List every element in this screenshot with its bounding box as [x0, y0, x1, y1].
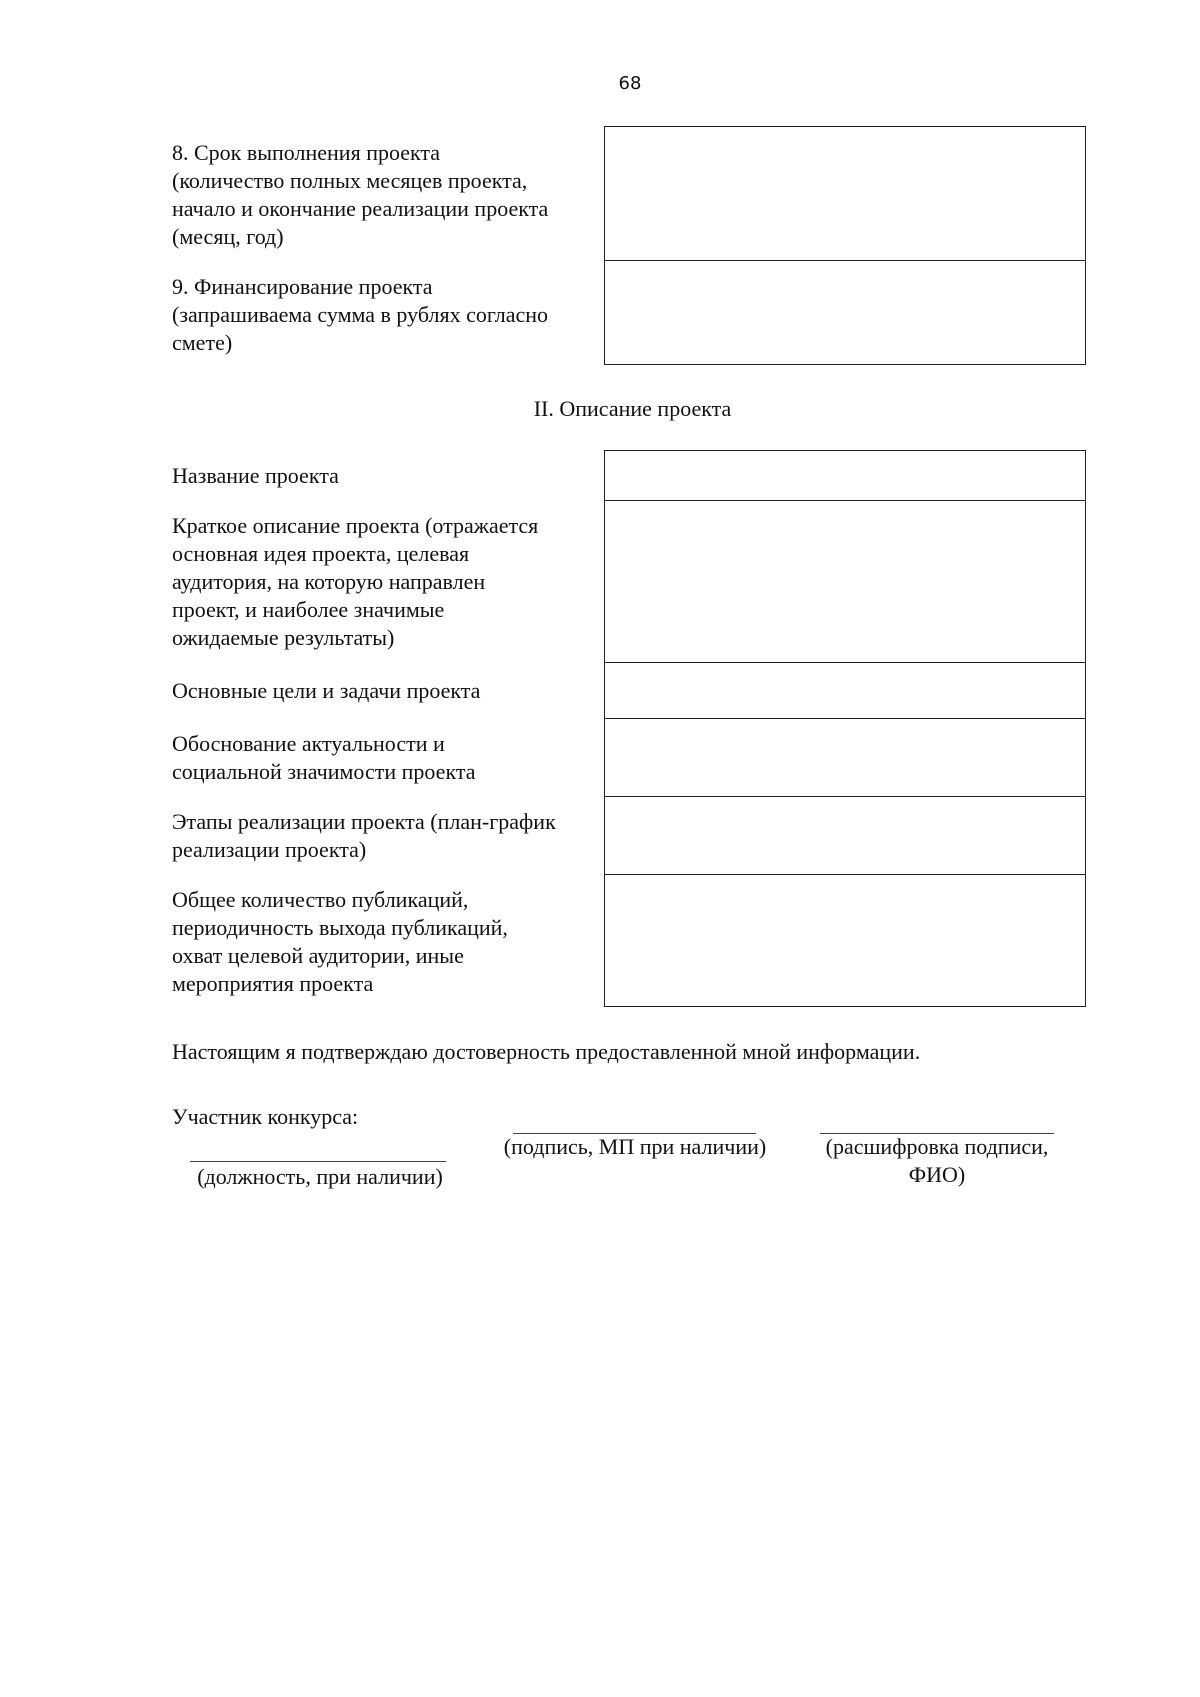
- label-line: Обоснование актуальности и: [172, 731, 445, 756]
- position-caption: (должность, при наличии): [197, 1164, 443, 1189]
- decoding-caption-line2: ФИО): [908, 1162, 966, 1187]
- label-line: основная идея проекта, целевая: [172, 541, 470, 566]
- label-line: (запрашиваема сумма в рублях согласно: [172, 302, 549, 327]
- project-stages-field[interactable]: [604, 797, 1086, 875]
- confirmation-text: Настоящим я подтверждаю достоверность предоставленной мной информации.: [172, 1039, 921, 1064]
- label-line: мероприятия проекта: [172, 971, 374, 996]
- project-relevance-label: [172, 730, 476, 786]
- project-stages-label: [172, 808, 556, 864]
- label-line: реализации проекта): [172, 837, 367, 862]
- page-number: 68: [618, 73, 642, 94]
- label-line: аудитория, на которую направлен: [172, 569, 486, 594]
- project-financing-label: [172, 273, 548, 357]
- label-line: Название проекта: [172, 463, 339, 488]
- decoding-caption-line1: (расшифровка подписи,: [825, 1134, 1049, 1159]
- position-signature-line[interactable]: [190, 1161, 446, 1162]
- project-name-field[interactable]: [604, 450, 1086, 501]
- label-line: 9. Финансирование проекта: [172, 274, 433, 299]
- project-summary-label: [172, 512, 538, 652]
- label-line: смете): [172, 330, 233, 355]
- label-line: 8. Срок выполнения проекта: [172, 140, 441, 165]
- project-publications-field[interactable]: [604, 875, 1086, 1007]
- label-line: периодичность выхода публикаций,: [172, 915, 508, 940]
- project-duration-label: [172, 139, 548, 251]
- label-line: проект, и наиболее значимые: [172, 597, 445, 622]
- label-line: ожидаемые результаты): [172, 625, 395, 650]
- project-goals-field[interactable]: [604, 663, 1086, 719]
- project-financing-field[interactable]: [604, 261, 1086, 365]
- label-line: Общее количество публикаций,: [172, 887, 469, 912]
- project-name-label: [172, 462, 339, 490]
- project-duration-field[interactable]: [604, 126, 1086, 261]
- label-line: социальной значимости проекта: [172, 759, 476, 784]
- label-line: (месяц, год): [172, 224, 284, 249]
- project-publications-label: [172, 886, 508, 998]
- label-line: (количество полных месяцев проекта,: [172, 168, 528, 193]
- participant-label: Участник конкурса:: [172, 1104, 359, 1129]
- project-goals-label: [172, 677, 480, 705]
- label-line: Краткое описание проекта (отражается: [172, 513, 539, 538]
- label-line: Этапы реализации проекта (план-график: [172, 809, 556, 834]
- section-title: II. Описание проекта: [533, 396, 732, 421]
- label-line: Основные цели и задачи проекта: [172, 678, 481, 703]
- label-line: начало и окончание реализации проекта: [172, 196, 549, 221]
- project-relevance-field[interactable]: [604, 719, 1086, 797]
- label-line: охват целевой аудитории, иные: [172, 943, 464, 968]
- project-summary-field[interactable]: [604, 501, 1086, 663]
- signature-caption: (подпись, МП при наличии): [503, 1134, 767, 1159]
